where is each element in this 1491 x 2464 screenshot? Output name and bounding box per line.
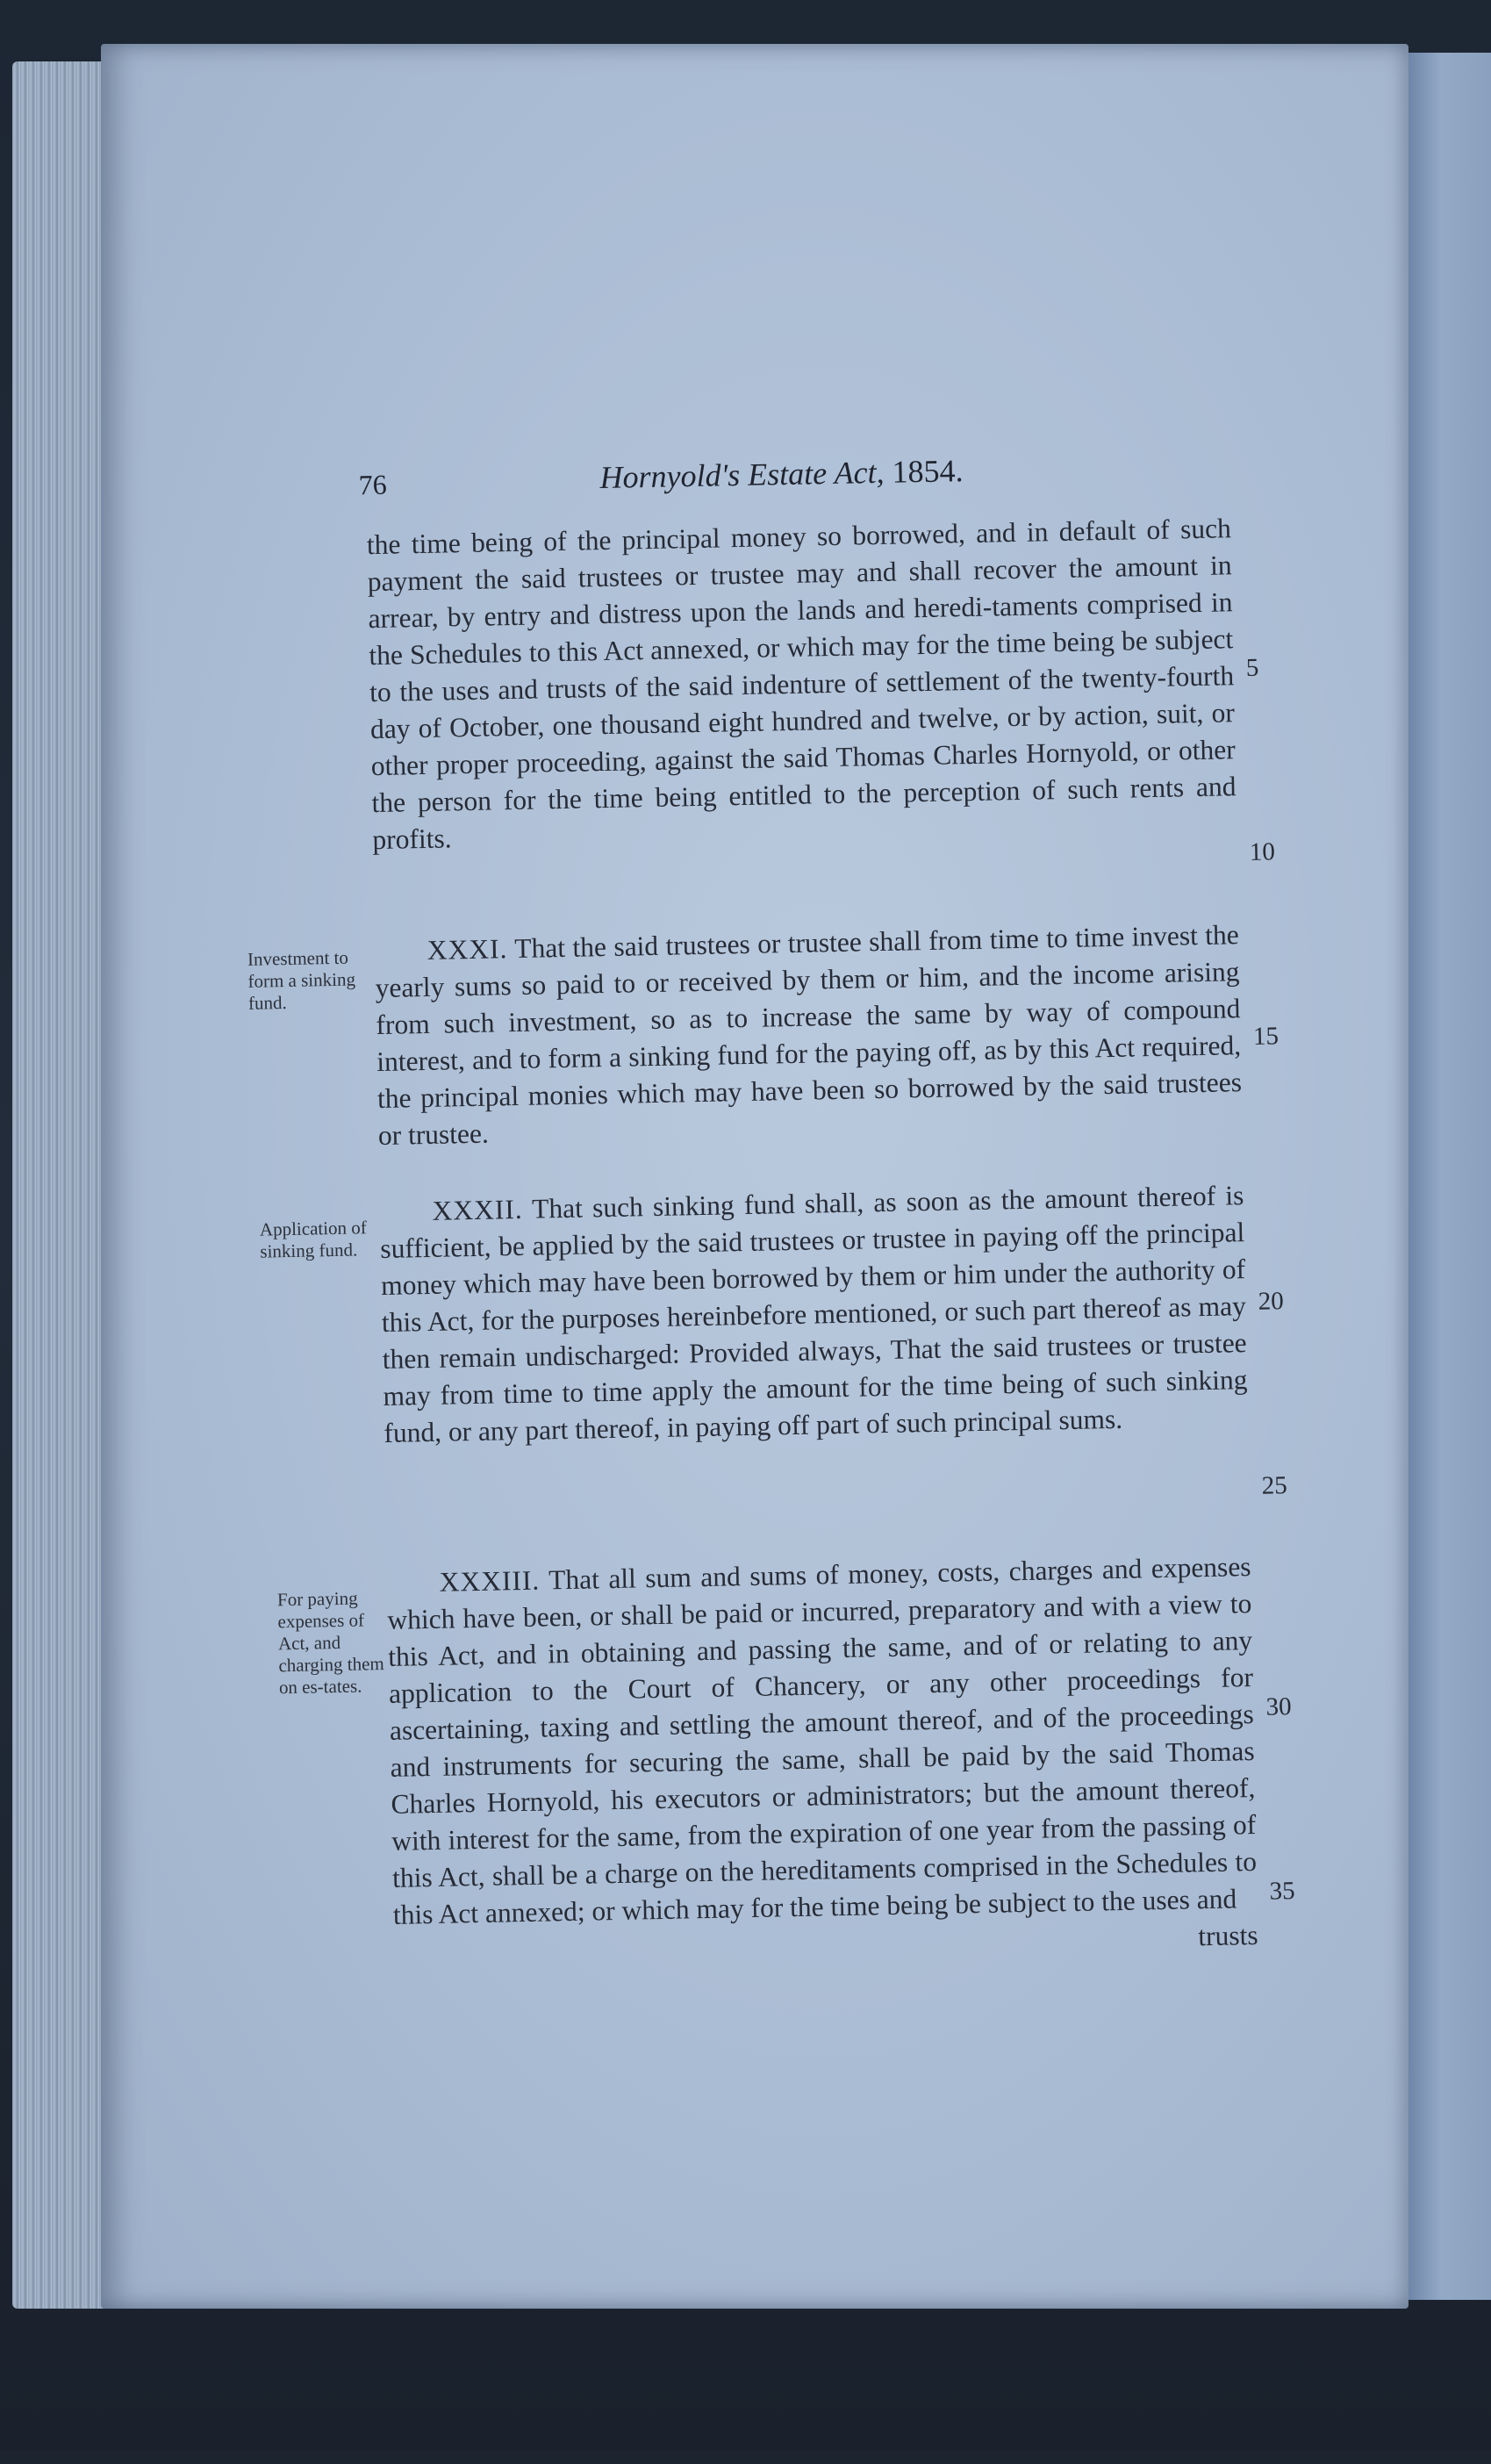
section-xxxi [374, 916, 1243, 1154]
margin-note-investment: Investment to form a sinking fund. [247, 946, 356, 1014]
section-number: XXXIII. [439, 1564, 541, 1598]
line-number-20: 20 [1258, 1287, 1284, 1316]
line-number-15: 15 [1252, 1022, 1280, 1051]
section-paragraph [374, 916, 1243, 1154]
section-xxxiii [386, 1548, 1258, 1934]
running-title [599, 452, 964, 496]
section-number: XXXII. [432, 1193, 523, 1226]
paragraph-text: the time being of the principal money so borrowed, and in default of such payment the said trustees or trustee may and shall recover the amount in arrear, by entry and distress upon the lands and heredi-taments comprised in the Schedules to this Act annexed, or which may for the time being be subject to the uses and trusts of the said indenture of settlement of the twenty-fourth day of October, one thousand eight hundred and twelve, or by action, suit, or other proper proceeding, against the said Thomas Charles Hornyold, or other the person for the time being entitled to the perception of such rents and profits. [366, 513, 1237, 856]
line-number-10: 10 [1249, 837, 1276, 866]
line-number-5: 5 [1245, 653, 1259, 682]
line-number-25: 25 [1261, 1471, 1288, 1500]
line-number-35: 35 [1269, 1877, 1295, 1906]
section-number: XXXI. [427, 933, 508, 966]
margin-note-application: Application of sinking fund. [259, 1217, 368, 1262]
section-text: That the said trustees or trustee shall from time to time invest the yearly sums so paid to or received by them or him, and the income arising from such investment, so as to increase the same by way of compound interest, and to form a sinking fund for the paying off, as by this Act required, the principal monies which may have been so borrowed by the said trustees or trustee. [375, 919, 1243, 1152]
section-xxxii [379, 1177, 1248, 1452]
section-text: That all sum and sums of money, costs, charges and expenses which have been, or shall be paid or incurred, preparatory and with a view to this Act, and in obtaining and passing the same, and of or relating to any application to the Court of Chancery, or any other proceedings for ascertaining, taxing and settling the amount thereof, and of the proceedings and instruments for securing the same, shall be paid by the said Thomas Charles Hornyold, his executors or administrators; but the amount thereof, with interest for the same, from the expiration of one year from the passing of this Act, shall be a charge on the hereditaments comprised in the Schedules to this Act annexed; or which may for the time being be subject to the uses and [387, 1551, 1258, 1930]
page-header [358, 452, 964, 516]
line-number-30: 30 [1265, 1692, 1292, 1721]
paragraph-continuation [367, 510, 1237, 858]
section-paragraph [386, 1548, 1258, 1934]
catchword: trusts [1197, 1919, 1258, 1952]
page-number: 76 [358, 468, 387, 501]
title-text: Hornyold's Estate Act, [599, 454, 885, 496]
margin-note-expenses: For paying expenses of Act, and charging them on es-tates. [276, 1587, 385, 1699]
section-text: That such sinking fund shall, as soon as the amount thereof is sufficient, be applied by the said trustees or trustee in paying off the principal money which may have been borrowed by them or him under the authority of this Act, for the purposes hereinbefore mentioned, or such part thereof as may then remain undischarged: Provided always, That the said trustees or trustee may from time to time apply the amount for the time being of such sinking fund, or any part thereof, in paying off part of such principal sums. [380, 1180, 1248, 1448]
section-paragraph [379, 1177, 1248, 1452]
title-year: 1854. [892, 453, 964, 490]
